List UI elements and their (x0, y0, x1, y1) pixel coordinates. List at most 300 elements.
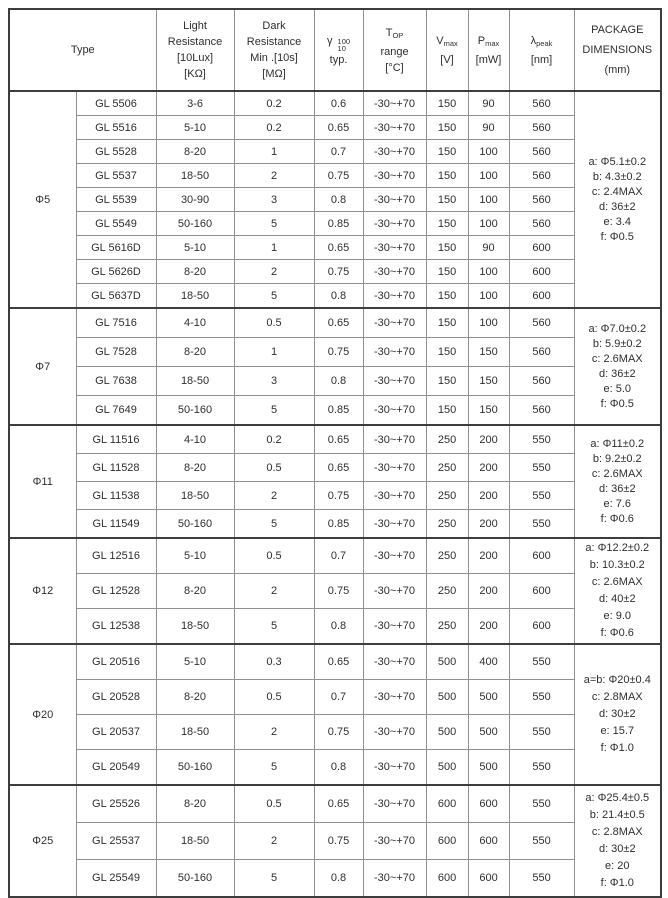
model-cell: GL 7638 (76, 367, 156, 396)
value-cell: 90 (468, 116, 509, 140)
header-package-line2: DIMENSIONS (582, 44, 653, 56)
model-cell: GL 5528 (76, 140, 156, 164)
value-cell: 5 (234, 750, 314, 786)
package-dimension-line: f: Φ0.6 (600, 512, 634, 525)
value-cell: 150 (426, 140, 468, 164)
package-dimensions-cell (574, 644, 661, 785)
value-cell: 0.65 (314, 454, 363, 482)
value-cell: -30~+70 (363, 396, 426, 426)
value-cell: 1 (234, 338, 314, 367)
type-group (9, 91, 661, 308)
value-cell: 100 (468, 260, 509, 284)
model-cell: GL 12528 (76, 574, 156, 609)
value-cell: 600 (509, 284, 574, 309)
table-row (9, 236, 661, 260)
value-cell: 18-50 (156, 482, 234, 510)
value-cell: 2 (234, 823, 314, 860)
package-dimension-line: c: 2.4MAX (591, 185, 643, 198)
value-cell: 100 (468, 308, 509, 338)
value-cell: 100 (468, 164, 509, 188)
type-group (9, 425, 661, 538)
value-cell: -30~+70 (363, 574, 426, 609)
value-cell: 0.75 (314, 260, 363, 284)
model-cell: GL 5616D (76, 236, 156, 260)
value-cell: 200 (468, 510, 509, 539)
value-cell: 0.65 (314, 644, 363, 680)
package-dimension-line: e: 7.6 (603, 497, 632, 510)
value-cell: -30~+70 (363, 860, 426, 898)
value-cell: 30-90 (156, 188, 234, 212)
package-dimensions-cell (574, 538, 661, 644)
table-row (9, 860, 661, 898)
header-type-label: Type (70, 44, 95, 56)
value-cell: 0.85 (314, 212, 363, 236)
value-cell: 8-20 (156, 785, 234, 823)
value-cell: -30~+70 (363, 236, 426, 260)
header-gamma (314, 9, 363, 91)
package-dimension-line: f: Φ1.0 (600, 877, 634, 889)
package-dimension-line: e: 15.7 (600, 725, 635, 737)
value-cell: -30~+70 (363, 785, 426, 823)
value-cell: 0.85 (314, 510, 363, 539)
value-cell: 560 (509, 140, 574, 164)
value-cell: -30~+70 (363, 644, 426, 680)
model-cell: GL 5539 (76, 188, 156, 212)
value-cell: 8-20 (156, 338, 234, 367)
model-cell: GL 11538 (76, 482, 156, 510)
package-dimension-line: a: Φ5.1±0.2 (588, 155, 647, 168)
header-top-unit: [°C] (385, 61, 404, 74)
package-dimension-line: f: Φ0.5 (600, 397, 634, 410)
value-cell: 5-10 (156, 236, 234, 260)
value-cell: 560 (509, 367, 574, 396)
value-cell: 560 (509, 338, 574, 367)
type-group (9, 538, 661, 644)
table-row (9, 338, 661, 367)
type-group-label: Φ11 (9, 425, 76, 538)
package-dimension-line: d: 36±2 (598, 200, 636, 213)
value-cell: 18-50 (156, 715, 234, 750)
value-cell: 200 (468, 574, 509, 609)
package-dimension-line: b: 10.3±0.2 (589, 559, 645, 571)
gamma-superscript: 100 (337, 36, 351, 46)
value-cell: 600 (426, 860, 468, 898)
value-cell: -30~+70 (363, 538, 426, 574)
value-cell: 18-50 (156, 367, 234, 396)
value-cell: 560 (509, 91, 574, 116)
table-row (9, 454, 661, 482)
value-cell: 550 (509, 425, 574, 454)
value-cell: 0.8 (314, 609, 363, 645)
value-cell: 18-50 (156, 609, 234, 645)
value-cell: -30~+70 (363, 425, 426, 454)
value-cell: 150 (468, 367, 509, 396)
table-row (9, 574, 661, 609)
value-cell: 560 (509, 308, 574, 338)
value-cell: 3-6 (156, 91, 234, 116)
value-cell: 150 (426, 188, 468, 212)
header-dark-line4: [MΩ] (262, 68, 286, 80)
package-dimension-line: b: 9.2±0.2 (592, 452, 642, 465)
table-row (9, 609, 661, 645)
value-cell: 50-160 (156, 212, 234, 236)
header-vmax (426, 9, 468, 91)
value-cell: 150 (426, 212, 468, 236)
value-cell: 0.65 (314, 425, 363, 454)
gamma-subscript: 10 (337, 43, 346, 53)
value-cell: -30~+70 (363, 188, 426, 212)
value-cell: 550 (509, 785, 574, 823)
value-cell: 50-160 (156, 860, 234, 898)
value-cell: 0.5 (234, 454, 314, 482)
top-subscript: OP (392, 30, 404, 40)
value-cell: 0.5 (234, 785, 314, 823)
header-pmax (468, 9, 509, 91)
value-cell: 500 (426, 750, 468, 786)
top-base: T (385, 26, 393, 39)
package-dimension-line: d: 40±2 (598, 593, 636, 605)
value-cell: 560 (509, 164, 574, 188)
table-row (9, 212, 661, 236)
value-cell: 500 (426, 680, 468, 715)
value-cell: 8-20 (156, 680, 234, 715)
value-cell: 0.8 (314, 188, 363, 212)
header-lambda-unit: [nm] (530, 53, 553, 66)
value-cell: 600 (509, 260, 574, 284)
value-cell: -30~+70 (363, 454, 426, 482)
gamma-symbol (315, 33, 363, 52)
value-cell: 600 (426, 785, 468, 823)
value-cell: 0.8 (314, 750, 363, 786)
header-light-line2: Resistance (167, 36, 223, 48)
table-row (9, 538, 661, 574)
table-row (9, 308, 661, 338)
value-cell: 8-20 (156, 574, 234, 609)
header-lambda-peak (509, 9, 574, 91)
value-cell: 200 (468, 482, 509, 510)
value-cell: 550 (509, 454, 574, 482)
table-row (9, 164, 661, 188)
value-cell: -30~+70 (363, 823, 426, 860)
type-group-label: Φ12 (9, 538, 76, 644)
model-cell: GL 25549 (76, 860, 156, 898)
model-cell: GL 25537 (76, 823, 156, 860)
value-cell: 550 (509, 644, 574, 680)
package-dimension-line: a=b: Φ20±0.4 (583, 674, 651, 686)
value-cell: 5 (234, 860, 314, 898)
package-dimension-line: d: 36±2 (598, 482, 636, 495)
pmax-symbol (469, 33, 509, 52)
package-dimension-line: a: Φ11±0.2 (590, 437, 645, 450)
table-header (9, 9, 661, 91)
header-type (9, 9, 156, 91)
value-cell: 250 (426, 510, 468, 539)
value-cell: 5 (234, 212, 314, 236)
package-dimensions-cell (574, 425, 661, 538)
value-cell: 250 (426, 538, 468, 574)
value-cell: 50-160 (156, 750, 234, 786)
type-group (9, 308, 661, 425)
value-cell: 2 (234, 574, 314, 609)
package-dimension-line: e: 3.4 (603, 215, 632, 228)
value-cell: 550 (509, 715, 574, 750)
lambda-symbol (510, 33, 574, 52)
lambda-subscript: peak (536, 38, 553, 48)
value-cell: -30~+70 (363, 91, 426, 116)
table-row (9, 644, 661, 680)
vmax-symbol (427, 33, 468, 52)
header-dark-resistance (234, 9, 314, 91)
table-row (9, 140, 661, 164)
value-cell: 0.7 (314, 538, 363, 574)
value-cell: 200 (468, 454, 509, 482)
package-dimension-line: c: 2.8MAX (591, 691, 643, 703)
value-cell: 0.7 (314, 140, 363, 164)
value-cell: 0.5 (234, 538, 314, 574)
value-cell: 550 (509, 860, 574, 898)
value-cell: 100 (468, 212, 509, 236)
value-cell: -30~+70 (363, 308, 426, 338)
value-cell: 4-10 (156, 308, 234, 338)
package-dimension-line: a: Φ25.4±0.5 (585, 792, 650, 804)
top-symbol (364, 25, 426, 44)
value-cell: -30~+70 (363, 609, 426, 645)
value-cell: 550 (509, 750, 574, 786)
value-cell: 0.75 (314, 482, 363, 510)
package-dimension-line: d: 30±2 (598, 843, 636, 855)
value-cell: 100 (468, 284, 509, 309)
value-cell: 0.65 (314, 785, 363, 823)
value-cell: 5 (234, 609, 314, 645)
value-cell: 8-20 (156, 454, 234, 482)
package-dimension-line: b: 4.3±0.2 (592, 170, 642, 183)
value-cell: 18-50 (156, 823, 234, 860)
package-dimension-line: f: Φ0.6 (600, 627, 634, 639)
model-cell: GL 5537 (76, 164, 156, 188)
package-dimension-line: f: Φ0.5 (600, 230, 634, 243)
value-cell: 150 (426, 284, 468, 309)
value-cell: 1 (234, 236, 314, 260)
value-cell: 600 (468, 823, 509, 860)
value-cell: 0.6 (314, 91, 363, 116)
value-cell: -30~+70 (363, 680, 426, 715)
value-cell: -30~+70 (363, 260, 426, 284)
header-package-line1: PACKAGE (591, 24, 644, 36)
value-cell: 150 (426, 396, 468, 426)
table-row (9, 482, 661, 510)
model-cell: GL 20528 (76, 680, 156, 715)
value-cell: 560 (509, 396, 574, 426)
table-row (9, 116, 661, 140)
value-cell: 200 (468, 425, 509, 454)
value-cell: 0.3 (234, 644, 314, 680)
value-cell: 500 (468, 680, 509, 715)
value-cell: 90 (468, 236, 509, 260)
value-cell: 250 (426, 425, 468, 454)
value-cell: -30~+70 (363, 116, 426, 140)
value-cell: 150 (426, 367, 468, 396)
value-cell: 5 (234, 510, 314, 539)
value-cell: 560 (509, 188, 574, 212)
header-vmax-unit: [V] (440, 53, 454, 66)
package-dimension-line: d: 36±2 (598, 367, 636, 380)
header-top-range (363, 9, 426, 91)
model-cell: GL 5506 (76, 91, 156, 116)
value-cell: 0.65 (314, 236, 363, 260)
value-cell: 50-160 (156, 510, 234, 539)
value-cell: 0.2 (234, 425, 314, 454)
header-gamma-typ: typ. (329, 53, 348, 66)
header-dark-line2: Resistance (246, 36, 302, 48)
value-cell: 0.85 (314, 396, 363, 426)
type-group-label: Φ20 (9, 644, 76, 785)
header-light-resistance (156, 9, 234, 91)
package-dimension-line: c: 2.6MAX (591, 467, 643, 480)
package-dimension-line: e: 9.0 (603, 610, 632, 622)
value-cell: 2 (234, 482, 314, 510)
value-cell: 250 (426, 454, 468, 482)
value-cell: 500 (468, 750, 509, 786)
model-cell: GL 20549 (76, 750, 156, 786)
type-group-label: Φ7 (9, 308, 76, 425)
value-cell: 0.2 (234, 91, 314, 116)
value-cell: 200 (468, 609, 509, 645)
header-light-line3: [10Lux] (176, 52, 214, 64)
value-cell: 250 (426, 482, 468, 510)
package-dimensions-cell (574, 785, 661, 897)
table-row (9, 188, 661, 212)
lambda-base: λ (530, 34, 537, 47)
value-cell: 2 (234, 260, 314, 284)
value-cell: 0.75 (314, 715, 363, 750)
value-cell: 150 (468, 396, 509, 426)
model-cell: GL 20516 (76, 644, 156, 680)
value-cell: -30~+70 (363, 715, 426, 750)
value-cell: 0.65 (314, 116, 363, 140)
package-dimension-line: c: 2.6MAX (591, 352, 643, 365)
value-cell: -30~+70 (363, 212, 426, 236)
value-cell: 600 (468, 860, 509, 898)
value-cell: 1 (234, 140, 314, 164)
package-dimension-line: a: Φ12.2±0.2 (585, 542, 650, 554)
model-cell: GL 12516 (76, 538, 156, 574)
value-cell: 8-20 (156, 140, 234, 164)
value-cell: 0.7 (314, 680, 363, 715)
value-cell: 500 (426, 715, 468, 750)
value-cell: 50-160 (156, 396, 234, 426)
value-cell: 0.75 (314, 338, 363, 367)
package-dimension-line: c: 2.8MAX (591, 826, 643, 838)
value-cell: 150 (426, 116, 468, 140)
value-cell: 18-50 (156, 164, 234, 188)
value-cell: 3 (234, 188, 314, 212)
value-cell: 600 (509, 574, 574, 609)
value-cell: 2 (234, 164, 314, 188)
value-cell: 150 (426, 260, 468, 284)
value-cell: 150 (426, 164, 468, 188)
table-row (9, 260, 661, 284)
header-light-line4: [KΩ] (184, 68, 206, 80)
value-cell: 150 (426, 91, 468, 116)
value-cell: 250 (426, 574, 468, 609)
value-cell: 560 (509, 212, 574, 236)
value-cell: 0.75 (314, 574, 363, 609)
model-cell: GL 11516 (76, 425, 156, 454)
model-cell: GL 5637D (76, 284, 156, 309)
model-cell: GL 11528 (76, 454, 156, 482)
model-cell: GL 7516 (76, 308, 156, 338)
value-cell: 5-10 (156, 538, 234, 574)
value-cell: 4-10 (156, 425, 234, 454)
value-cell: 8-20 (156, 260, 234, 284)
value-cell: -30~+70 (363, 750, 426, 786)
table-row (9, 785, 661, 823)
value-cell: 550 (509, 680, 574, 715)
value-cell: 0.5 (234, 308, 314, 338)
value-cell: 5-10 (156, 644, 234, 680)
package-dimension-line: e: 20 (605, 860, 630, 872)
value-cell: 100 (468, 188, 509, 212)
model-cell: GL 7649 (76, 396, 156, 426)
value-cell: 100 (468, 140, 509, 164)
value-cell: 600 (468, 785, 509, 823)
package-dimension-line: e: 5.0 (603, 382, 632, 395)
vmax-base: V (436, 34, 444, 47)
value-cell: 3 (234, 367, 314, 396)
value-cell: 0.8 (314, 367, 363, 396)
value-cell: 550 (509, 823, 574, 860)
model-cell: GL 25526 (76, 785, 156, 823)
value-cell: 500 (426, 644, 468, 680)
value-cell: -30~+70 (363, 338, 426, 367)
value-cell: -30~+70 (363, 482, 426, 510)
photoresistor-spec-table (8, 8, 662, 898)
model-cell: GL 7528 (76, 338, 156, 367)
value-cell: -30~+70 (363, 164, 426, 188)
type-group-label: Φ5 (9, 91, 76, 308)
value-cell: -30~+70 (363, 510, 426, 539)
value-cell: 2 (234, 715, 314, 750)
value-cell: 150 (468, 338, 509, 367)
value-cell: 18-50 (156, 284, 234, 309)
pmax-base: P (477, 34, 486, 47)
header-light-line1: Light (183, 20, 207, 32)
value-cell: 600 (426, 823, 468, 860)
table-row (9, 425, 661, 454)
package-dimension-line: c: 2.6MAX (591, 576, 643, 588)
header-package-line3: (mm) (604, 64, 631, 76)
type-group-label: Φ25 (9, 785, 76, 897)
value-cell: 0.2 (234, 116, 314, 140)
value-cell: 5-10 (156, 116, 234, 140)
type-group (9, 785, 661, 897)
header-dark-line1: Dark (262, 20, 286, 32)
header-dark-line3: Min .[10s] (250, 52, 298, 64)
package-dimension-line: a: Φ7.0±0.2 (588, 322, 647, 335)
table-row (9, 367, 661, 396)
table-row (9, 396, 661, 426)
table-row (9, 91, 661, 116)
pmax-subscript: max (485, 38, 500, 48)
value-cell: 600 (509, 609, 574, 645)
value-cell: 90 (468, 91, 509, 116)
value-cell: 200 (468, 538, 509, 574)
vmax-subscript: max (443, 38, 458, 48)
value-cell: -30~+70 (363, 367, 426, 396)
value-cell: 150 (426, 338, 468, 367)
value-cell: -30~+70 (363, 140, 426, 164)
value-cell: 5 (234, 396, 314, 426)
